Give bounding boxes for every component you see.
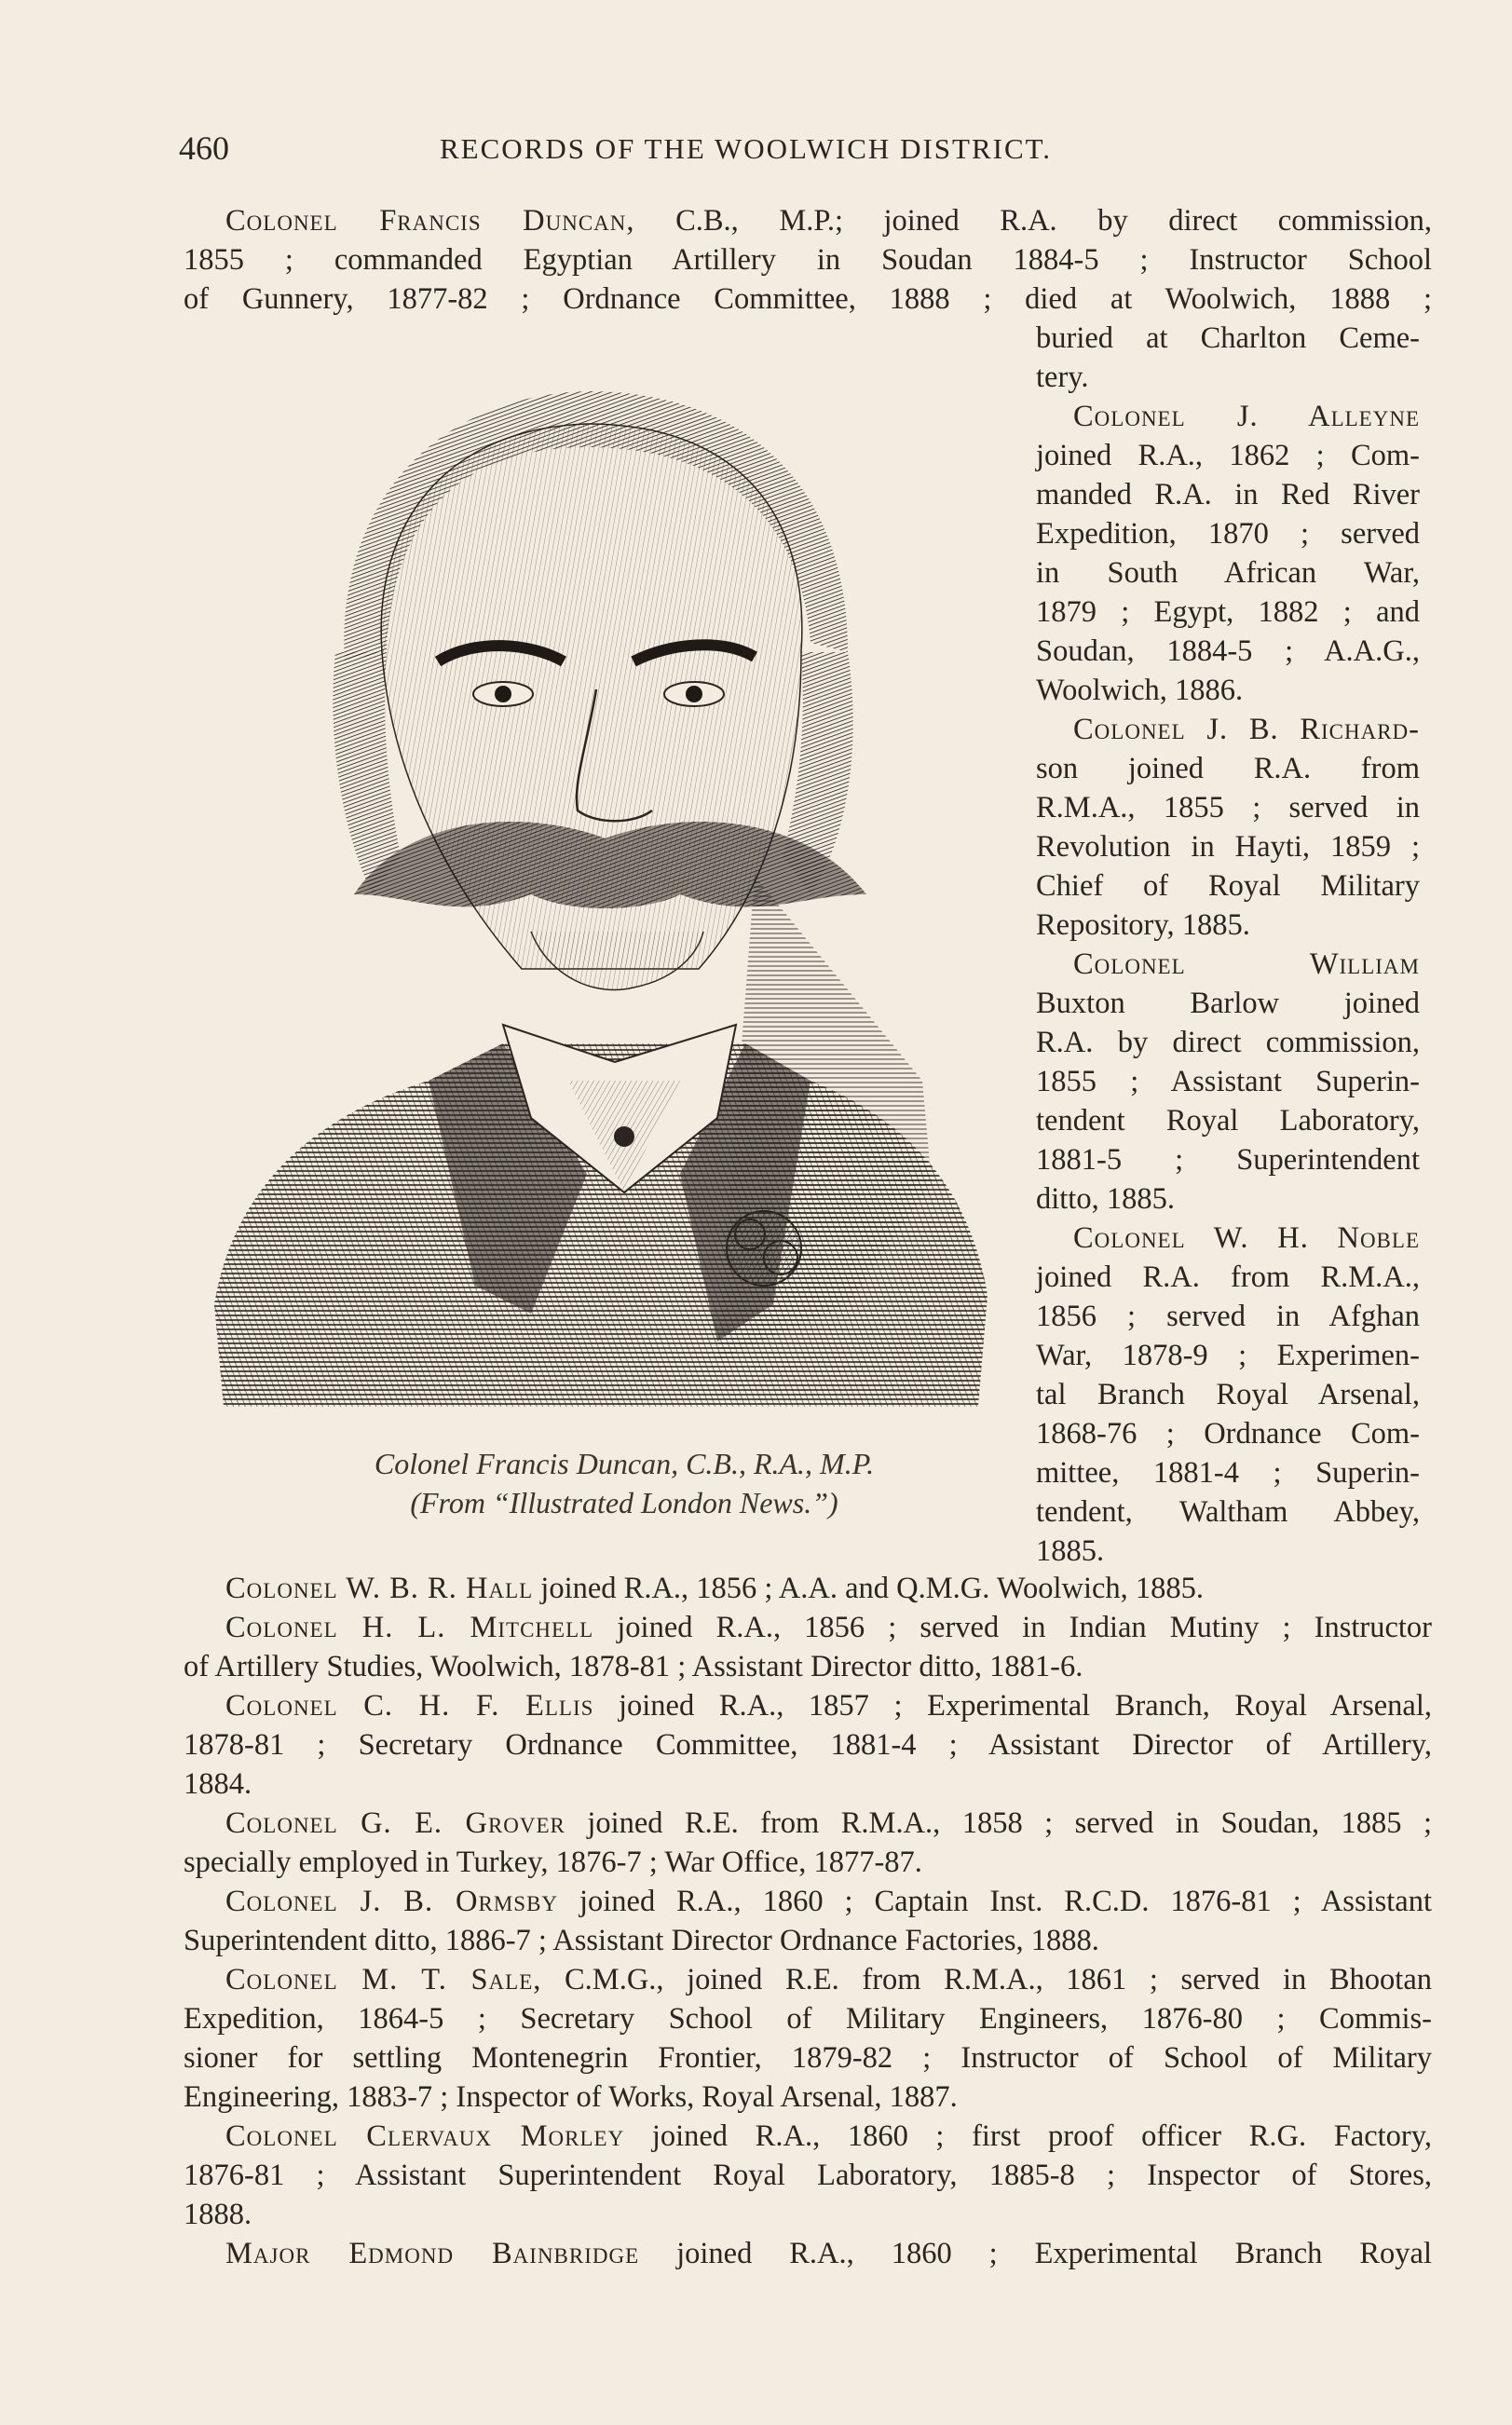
mitchell-entry: Colonel H. L. Mitchell joined R.A., 1856 ; served in Indian Mutiny ; Instructor of Artillery Studies, Woolwich, 1878-81 ; Assistant Director ditto, 1881-6. xyxy=(184,1611,1432,1683)
running-header xyxy=(179,129,1437,175)
duncan-entry-continued: buried at Charlton Ceme- tery. xyxy=(1036,321,1420,394)
page-number: 460 xyxy=(179,129,229,167)
running-title: RECORDS OF THE WOOLWICH DISTRICT. xyxy=(440,132,1053,165)
barlow-entry: Colonel William Buxton Barlow joined R.A. by direct commission, 1855 ; Assistant Superin- tendent Royal Laboratory, 1881-5 ; Superintendent ditto, 1885. xyxy=(1036,947,1420,1216)
ellis-entry: Colonel C. H. F. Ellis joined R.A., 1857 ; Experimental Branch, Royal Arsenal, 1878-81 ; Secretary Ordnance Committee, 1881-4 ; Assistant Director of Artillery, 1884. xyxy=(184,1689,1432,1801)
entry-name: Colonel Francis Duncan, xyxy=(225,204,635,238)
portrait-engraving xyxy=(196,373,1015,1435)
duncan-entry: Colonel Francis Duncan, C.B., M.P.; joined R.A. by direct commission, 1855 ; commanded Egyptian Artillery in Soudan 1884-5 ; Instructor School of Gunnery, 1877-82 ; Ordnance Committee, 1888 ; died at Woolwich, 1888 ; xyxy=(184,204,1432,316)
bainbridge-entry: Major Edmond Bainbridge joined R.A., 1860 ; Experimental Branch Royal xyxy=(225,2237,1432,2270)
bottom-entries xyxy=(184,1569,1432,2273)
buttonhole-flower xyxy=(727,1211,801,1286)
noble-entry: Colonel W. H. Noble joined R.A. from R.M.A., 1856 ; served in Afghan War, 1878-9 ; Experimen- tal Branch Royal Arsenal, 1868-76 ; Ordnance Com- mittee, 1881-4 ; Superin- tendent, Waltham Abbey, 1885. xyxy=(1036,1221,1420,1568)
tie-pin xyxy=(614,1126,634,1147)
sale-entry: Colonel M. T. Sale, C.M.G., joined R.E. from R.M.A., 1861 ; served in Bhootan Expedition, 1864-5 ; Secretary School of Military Engineers, 1876-80 ; Commis- sioner for settling Montenegrin Frontier, 1879-82 ; Instructor of School of Military Engineering, 1883-7 ; Inspector of Works, Royal Arsenal, 1887. xyxy=(184,1963,1432,2114)
grover-entry: Colonel G. E. Grover joined R.E. from R.M.A., 1858 ; served in Soudan, 1885 ; specially employed in Turkey, 1876-7 ; War Office, 1877-87. xyxy=(184,1806,1432,1879)
morley-entry: Colonel Clervaux Morley joined R.A., 1860 ; first proof officer R.G. Factory, 1876-81 ; Assistant Superintendent Royal Laboratory, 1885-8 ; Inspector of Stores, 1888. xyxy=(184,2119,1432,2231)
ormsby-entry: Colonel J. B. Ormsby joined R.A., 1860 ; Captain Inst. R.C.D. 1876-81 ; Assistant Superintendent ditto, 1886-7 ; Assistant Director Ordnance Factories, 1888. xyxy=(184,1885,1433,1957)
portrait-caption: Colonel Francis Duncan, C.B., R.A., M.P. (From “Illustrated London News.”) xyxy=(374,1447,875,1519)
right-column xyxy=(1036,397,1420,1571)
hall-entry: Colonel W. B. R. Hall joined R.A., 1856 ; A.A. and Q.M.G. Woolwich, 1885. xyxy=(225,1572,1205,1605)
alleyne-entry: Colonel J. Alleyne joined R.A., 1862 ; Com- manded R.A. in Red River Expedition, 1870 ; served in South African War, 1879 ; Egypt, 1882 ; and Soudan, 1884-5 ; A.A.G., Woolwich, 1886. xyxy=(1036,400,1420,707)
richardson-entry: Colonel J. B. Richard- son joined R.A. from R.M.A., 1855 ; served in Revolution in Hayti, 1859 ; Chief of Royal Military Repository, 1885. xyxy=(1036,713,1420,942)
